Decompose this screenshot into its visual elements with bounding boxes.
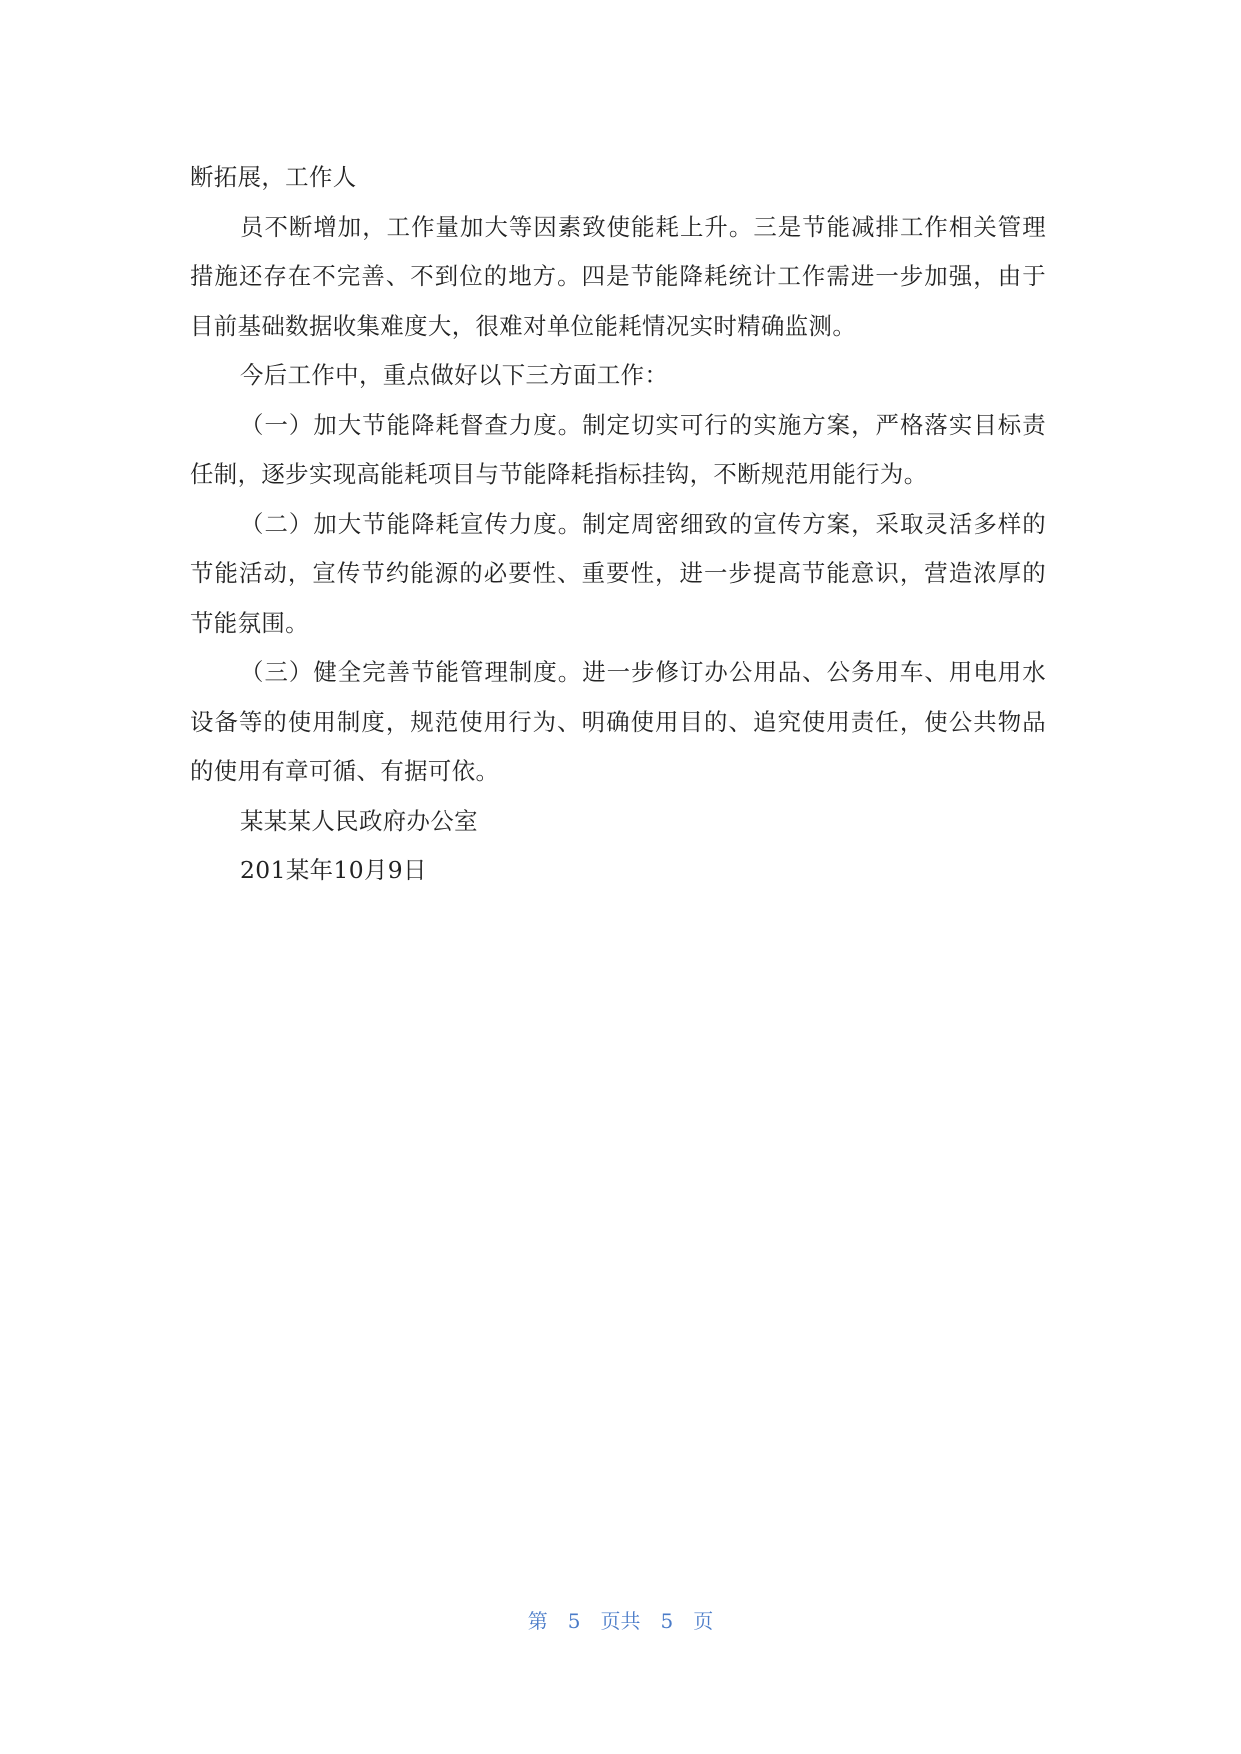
signature-date: 201某年10月9日 [240, 856, 427, 884]
footer-suffix: 页 [693, 1609, 714, 1633]
paragraph-item-3: （三）健全完善节能管理制度。进一步修订办公用品、公务用车、用电用水设备等的使用制度，规范使用行为、明确使用目的、追究使用责任，使公共物品的使用有章可循、有据可依。 [190, 658, 1046, 785]
paragraph-problems: 员不断增加，工作量加大等因素致使能耗上升。三是节能减排工作相关管理措施还存在不完善、不到位的地方。四是节能降耗统计工作需进一步加强，由于目前基础数据收集难度大，很难对单位能耗情况实时精确监测。 [190, 212, 1046, 340]
signature-office: 某某某人民政府办公室 [240, 806, 478, 835]
footer-prefix: 第 [527, 1609, 548, 1633]
paragraph-item-2: （二）加大节能降耗宣传力度。制定周密细致的宣传方案，采取灵活多样的节能活动，宣传节约能源的必要性、重要性，进一步提高节能意识，营造浓厚的节能氛围。 [190, 509, 1046, 637]
footer-total-pages: 5 [660, 1609, 674, 1633]
footer-current-page: 5 [567, 1609, 581, 1633]
document-body [190, 153, 1046, 896]
page-number-footer [0, 1605, 1241, 1634]
paragraph-item-1: （一）加大节能降耗督查力度。制定切实可行的实施方案，严格落实目标责任制，逐步实现高能耗项目与节能降耗指标挂钩，不断规范用能行为。 [190, 410, 1046, 488]
paragraph-continuation: 断拓展，工作人 [190, 163, 357, 191]
footer-middle: 页共 [600, 1609, 641, 1633]
paragraph-future-work-intro: 今后工作中，重点做好以下三方面工作： [240, 361, 669, 389]
